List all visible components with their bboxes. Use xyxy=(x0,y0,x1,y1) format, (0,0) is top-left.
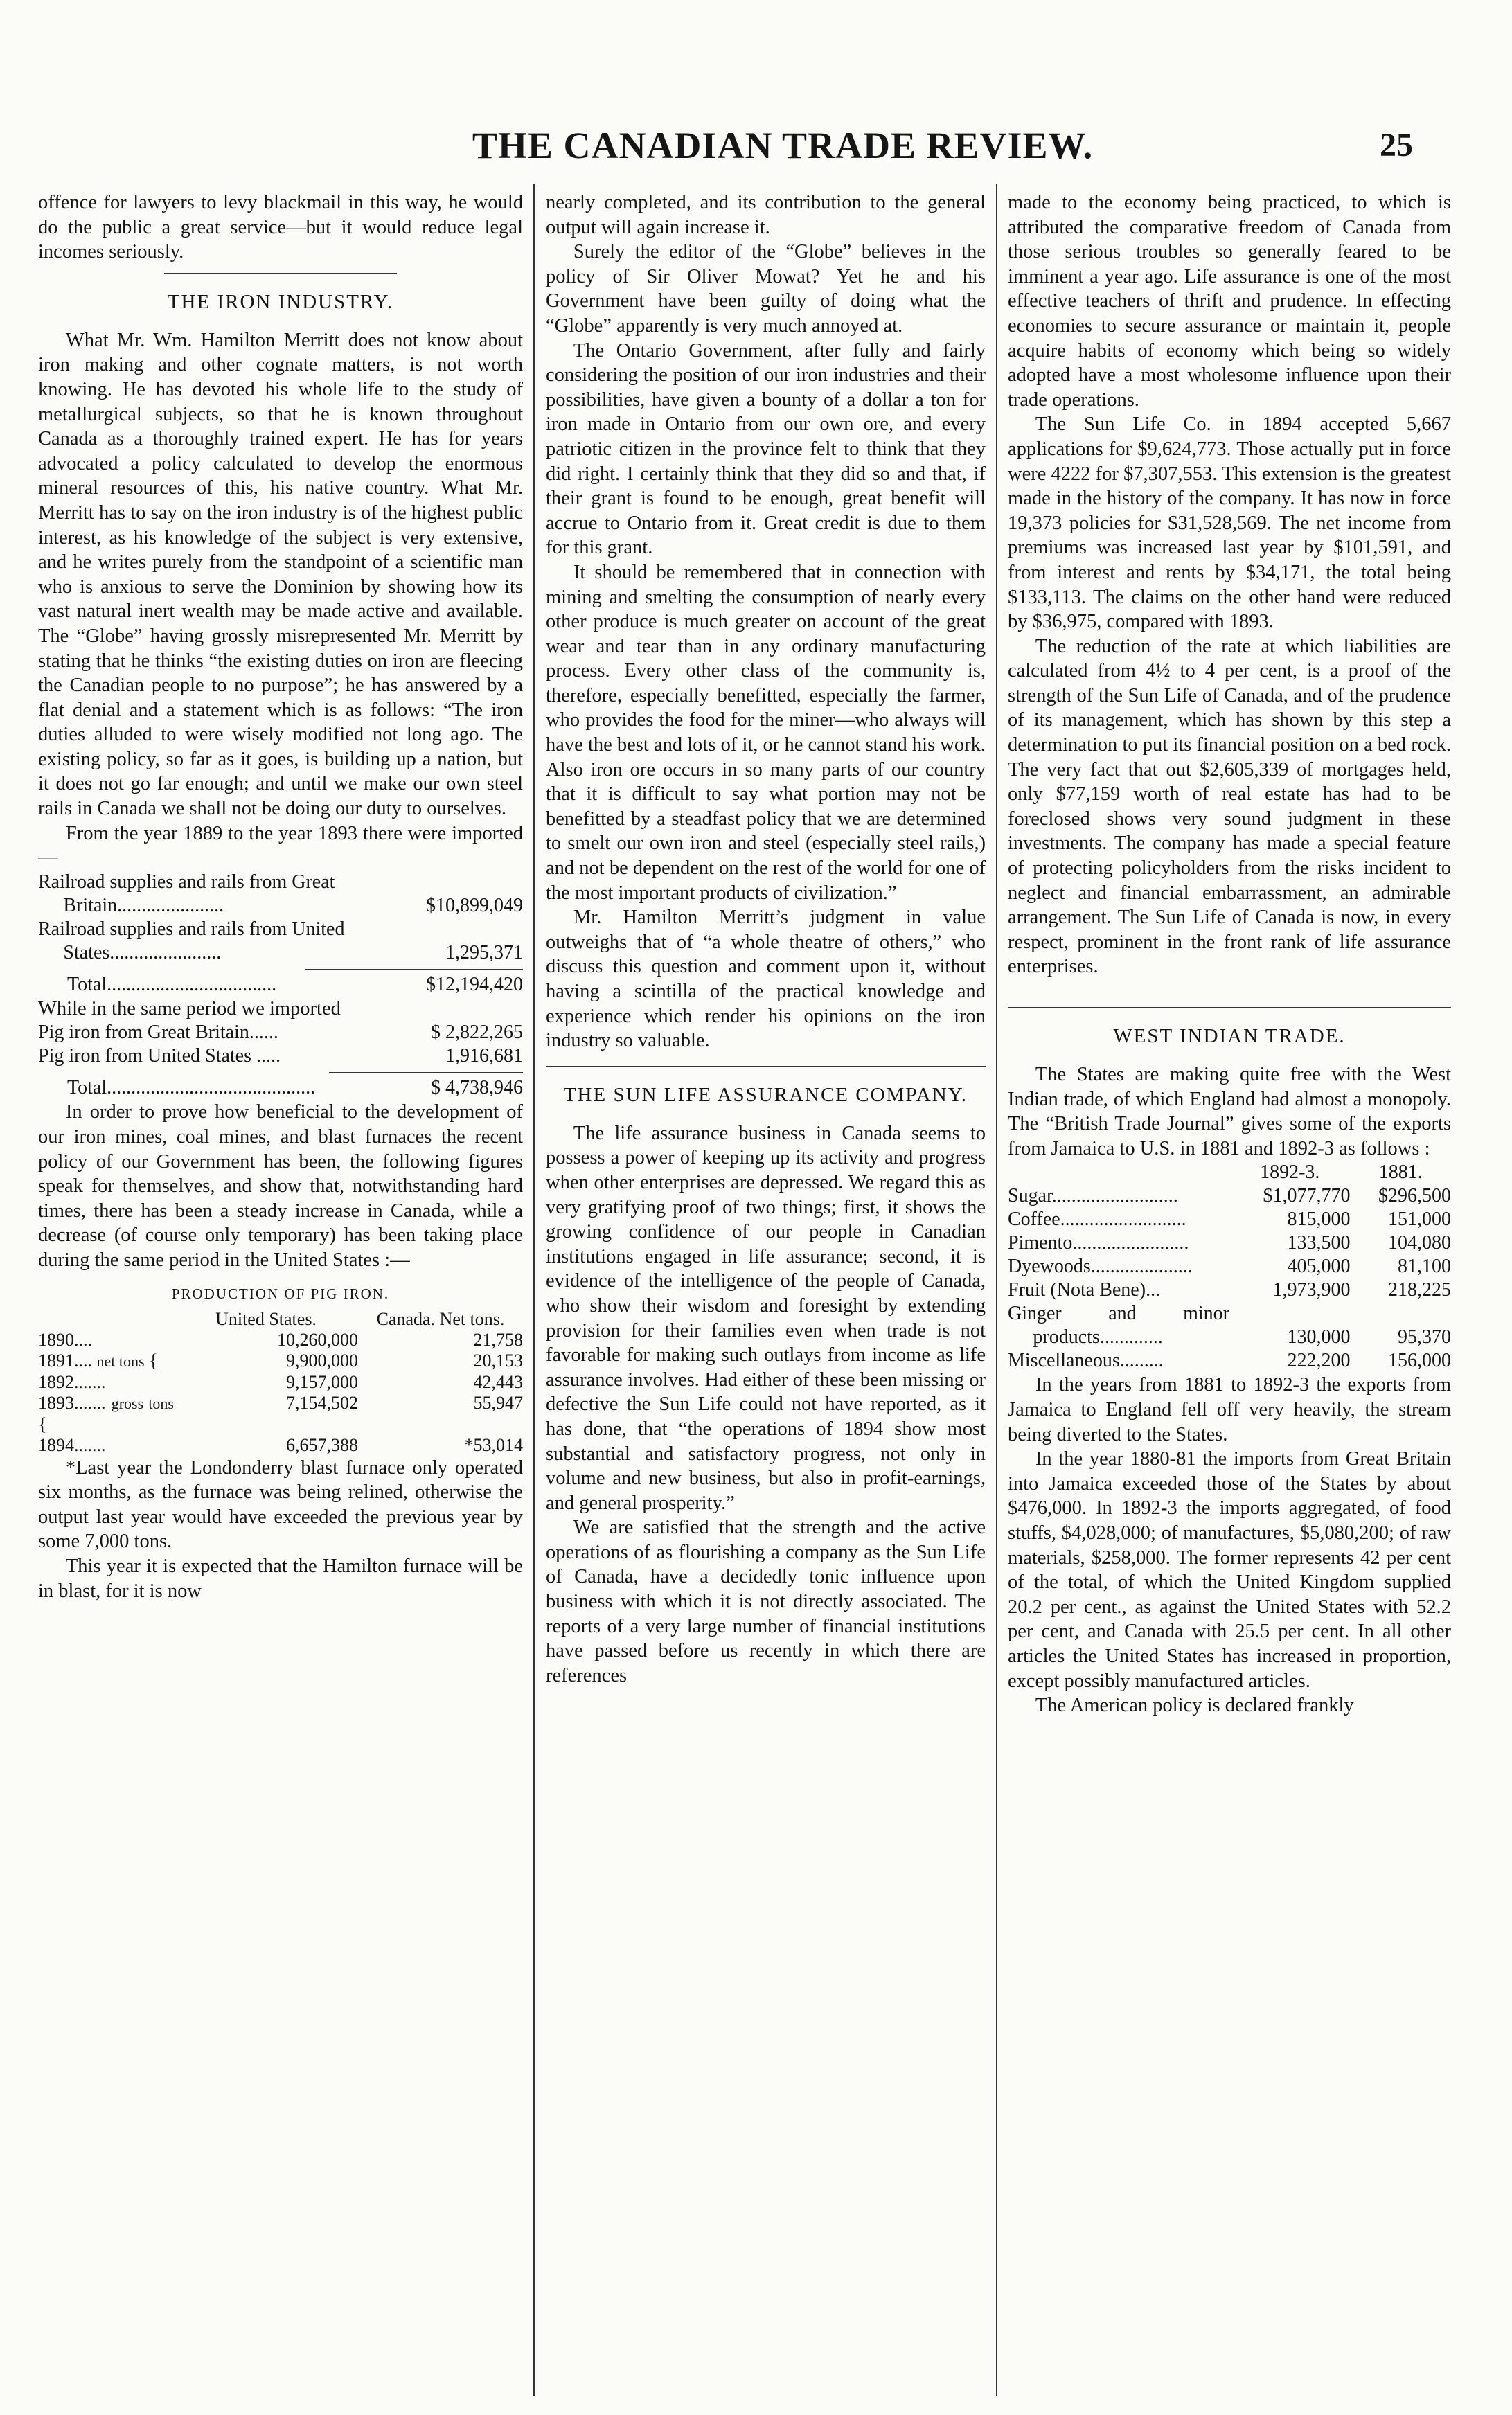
pig-iron-ledger xyxy=(38,1021,523,1100)
exports-row xyxy=(1008,1302,1451,1349)
iron-paragraph-1: What Mr. Wm. Hamilton Merritt does not know about iron making and other cognate matters, is not worth knowing. He has devoted his whole life to the study of metallurgical subjects, so that he is known throughout Canada as a thoroughly trained expert. He has for years advocated a policy calculated to develop the enormous mineral resources of this, his native country. What Mr. Merritt has to say on the iron industry is of the highest public interest, as his knowledge of the subject is very extensive, and he writes purely from the standpoint of a scientific man who is anxious to serve the Dominion by showing how its vast natural inert wealth may be made active and available. The “Globe” having grossly misrepresented Mr. Merritt by stating that he thinks “the existing duties on iron are fleecing the Canadian people to no purpose”; he has answered by a flat denial and a statement which is as follows: “The iron duties alluded to were wisely modified not long ago. The existing policy, so far as it goes, is building up a nation, but it does not go far enough; and until we make our own steel rails in Canada we shall not be doing our duty to ourselves. xyxy=(38,329,523,820)
ledger-value: $10,899,049 xyxy=(426,894,523,916)
production-footnote: *Last year the Londonderry blast furnace only operated six months, as the furnace was being relined, otherwise the output last year would have exceeded the previous year by some 7,000 tons. xyxy=(38,1456,523,1553)
production-row: 1891.... net tons { 9,900,000 20,153 xyxy=(38,1350,523,1371)
iron-paragraph-2: From the year 1889 to the year 1893 there were imported— xyxy=(38,822,523,869)
export-value-1892-3: 405,000 xyxy=(1287,1256,1351,1278)
production-year: 1891.... xyxy=(38,1350,92,1371)
ledger-value: $ 4,738,946 xyxy=(431,1077,523,1099)
production-year: 1893....... xyxy=(38,1392,106,1413)
production-canada: 21,758 xyxy=(473,1329,523,1350)
west-indian-paragraph-2: In the years from 1881 to 1892-3 the exports from Jamaica to England fell off very heavily, the stream being diverted to the States. xyxy=(1008,1374,1451,1445)
exports-head-row xyxy=(1008,1161,1451,1184)
export-value-1881: 156,000 xyxy=(1388,1350,1451,1372)
export-item: Miscellaneous......... xyxy=(1008,1350,1164,1372)
exports-row xyxy=(1008,1349,1451,1373)
exports-row xyxy=(1008,1231,1451,1255)
page-number: 25 xyxy=(1380,127,1413,163)
col3-paragraph-3: The reduction of the rate at which liabilities are calculated from 4½ to 4 per cent, is a proof of the strength of the Sun Life of Canada, and of the prudence of its management, which has shown by this step a determination to put its financial position on a bed rock. The very fact that out $2,605,339 of mortgages held, only $77,159 worth of real estate has had to be foreclosed shows very sound judgment in these investments. The company has made a special feature of protecting policyholders from the risks incident to neglect and financial embarrassment, an admirable arrangement. The Sun Life of Canada is now, in every respect, prominent in the front rank of life assurance enterprises. xyxy=(1008,635,1451,978)
export-value-1892-3: 133,500 xyxy=(1287,1232,1351,1254)
production-canada: 20,153 xyxy=(473,1350,523,1371)
export-item: Dyewoods..................... xyxy=(1008,1256,1193,1278)
production-us: 9,157,000 xyxy=(286,1371,358,1392)
ledger-row xyxy=(38,1021,523,1044)
export-value-1881: $296,500 xyxy=(1378,1185,1451,1207)
production-canada: 55,947 xyxy=(473,1392,523,1413)
col2-paragraph-5: Mr. Hamilton Merritt’s judgment in value outweighs that of “a whole theatre of others,” who discuss this question and comment upon it, without having a scintilla of the practical knowledge and experience which render his opinions on the iron industry so valuable. xyxy=(546,907,986,1052)
export-item: Fruit (Nota Bene)... xyxy=(1008,1279,1161,1301)
col-head-1881: 1881. xyxy=(1378,1161,1423,1184)
col-head-canada: Canada. Net tons. xyxy=(376,1308,505,1329)
exports-row xyxy=(1008,1208,1451,1231)
heading-west-indian-trade: WEST INDIAN TRADE. xyxy=(1113,1025,1346,1047)
col3-paragraph-1: made to the economy being practiced, to which is attributed the comparative freedom of Canada from those serious troubles so generally feared to be imminent a year ago. Life assurance is one of the most effective teachers of thrift and prudence. In effecting economies to secure assurance or maintain it, people acquire habits of economy which being so widely adopted have a most wholesome influence upon their trade operations. xyxy=(1008,192,1451,411)
ledger-label: Pig iron from United States ..... xyxy=(38,1045,281,1067)
column-rule-1 xyxy=(533,184,535,2396)
ledger-value: 1,295,371 xyxy=(445,941,523,963)
col1-intro-paragraph: offence for lawyers to levy blackmail in this way, he would do the public a great service—but it would reduce legal incomes seriously. xyxy=(38,192,523,263)
page-header xyxy=(139,121,1427,177)
production-us: 7,154,502 xyxy=(286,1392,358,1413)
ledger-label: Pig iron from Great Britain...... xyxy=(38,1022,278,1044)
column-rule-2 xyxy=(996,184,997,2396)
jamaica-exports-table xyxy=(1008,1161,1451,1373)
unit-gross-tons: gross tons xyxy=(111,1394,174,1412)
section-divider xyxy=(164,273,397,274)
export-value-1892-3: 222,200 xyxy=(1287,1350,1351,1372)
ledger-label: Total........................................... xyxy=(67,1077,316,1099)
column-2 xyxy=(546,190,986,2400)
imports-ledger xyxy=(38,871,523,997)
iron-paragraph-3: While in the same period we imported xyxy=(38,997,341,1019)
export-value-1892-3: $1,077,770 xyxy=(1263,1185,1351,1207)
export-item: Pimento........................ xyxy=(1008,1232,1189,1254)
col-head-1892-3: 1892-3. xyxy=(1260,1161,1320,1184)
export-value-1892-3: 1,973,900 xyxy=(1272,1279,1351,1301)
export-item: Coffee.......................... xyxy=(1008,1209,1186,1231)
unit-net-tons: net tons xyxy=(96,1352,145,1370)
ledger-row xyxy=(38,918,523,965)
col3-paragraph-2: The Sun Life Co. in 1894 accepted 5,667 applications for $9,624,773. Those actually put in force were 4222 for $7,307,553. This extension is the greatest made in the history of the company. It has now in force 19,373 policies for $31,528,569. The net income from premiums was increased last year by $101,591, and from interest and rents by $34,171, the total being $133,113. The claims on the other hand were reduced by $36,975, compared with 1893. xyxy=(1008,413,1451,633)
col2-paragraph-3: The Ontario Government, after fully and fairly considering the position of our iron industries and their possibilities, have given a bounty of a dollar a ton for iron made in Ontario from our own ore, and every patriotic citizen in the province felt to think that they did right. I certainly think that they did so and that, if their grant is found to be enough, great benefit will accrue to Ontario from it. Great credit is due to them for this grant. xyxy=(546,339,986,559)
ledger-row xyxy=(38,871,523,918)
exports-row xyxy=(1008,1184,1451,1208)
ledger-row xyxy=(38,1044,523,1068)
ledger-total-row xyxy=(38,973,523,997)
iron-paragraph-6: This year it is expected that the Hamilton furnace will be in blast, for it is now xyxy=(38,1555,523,1602)
section-divider xyxy=(546,1066,986,1067)
production-head-row xyxy=(38,1309,523,1330)
sum-rule xyxy=(305,969,523,970)
ledger-total-row xyxy=(38,1076,523,1100)
col2-paragraph-4: It should be remembered that in connection with mining and smelting the consumption of nearly every other produce is much greater on account of the great wear and tear than in any ordinary manufacturing process. Every other class of the community is, therefore, especially benefitted, especially the farmer, who provides the food for the miner—who always will have the best and lots of it, or he cannot stand his work. Also iron ore occurs in so many parts of our country that it is difficult to say what portion may not be benefitted by a steadfast policy that we are determined to smelt our own iron and steel (especially steel rails,) and not be dependent on the rest of the world for one of the most important products of civilization.” xyxy=(546,561,986,904)
production-row: 1893....... gross tons { 7,154,502 55,947 xyxy=(38,1392,523,1434)
ledger-value: $ 2,822,265 xyxy=(431,1022,523,1044)
heading-iron-industry: THE IRON INDUSTRY. xyxy=(167,290,394,313)
ledger-value: $12,194,420 xyxy=(426,973,523,995)
export-value-1881: 218,225 xyxy=(1388,1279,1451,1301)
production-year: 1894....... xyxy=(38,1434,106,1455)
export-item: Sugar.......................... xyxy=(1008,1185,1178,1207)
export-value-1881: 151,000 xyxy=(1388,1209,1451,1231)
west-indian-paragraph-1: The States are making quite free with the West Indian trade, of which England had almost a monopoly. The “British Trade Journal” gives some of the exports from Jamaica to U.S. in 1881 and 1892-3 as follows : xyxy=(1008,1064,1451,1159)
iron-paragraph-4: In order to prove how beneficial to the development of our iron mines, coal mines, and blast furnaces the recent policy of our Government has been, the following figures speak for themselves, and show that, notwithstanding hard times, there has been a steady increase in Canada, while a decrease (of course only temporary) has been taking place during the same period in the United States :— xyxy=(38,1101,523,1271)
col-head-united-states: United States. xyxy=(215,1308,317,1329)
production-row xyxy=(38,1330,523,1351)
pig-iron-production-table xyxy=(38,1309,523,1456)
production-canada: 42,443 xyxy=(473,1371,523,1392)
sun-life-paragraph-1: The life assurance business in Canada seems to possess a power of keeping up its activity and progress when other enterprises are depressed. We regard this as very gratifying proof of two things; first, it shows the growing confidence of our people in Canadian institutions engaged in life assurance; second, it is evidence of the intelligence of the people of Canada, who show their wisdom and foresight by extending provision for their families even when trade is not favorable for making such outlays from income as life assurance involves. Had either of these been missing or defective the Sun Life could not have reported, as it has done, that “the operations of 1894 show most substantial and satisfactory progress, not only in volume and new business, but also in profit-earnings, and general prosperity.” xyxy=(546,1122,986,1514)
section-divider xyxy=(1008,1007,1451,1008)
column-1 xyxy=(38,190,523,2400)
production-canada: *53,014 xyxy=(464,1434,523,1455)
export-value-1881: 95,370 xyxy=(1398,1326,1451,1348)
col2-paragraph-2: Surely the editor of the “Globe” believes in the policy of Sir Oliver Mowat? Yet he and his Government have been guilty of doing what the “Globe” apparently is very much annoyed at. xyxy=(546,241,986,337)
export-item: Ginger and minor products............. xyxy=(1008,1303,1229,1348)
production-row xyxy=(38,1372,523,1393)
col2-paragraph-1: nearly completed, and its contribution to the general output will again increase it. xyxy=(546,192,986,238)
heading-sun-life: THE SUN LIFE ASSURANCE COMPANY. xyxy=(563,1083,968,1106)
masthead-title: THE CANADIAN TRADE REVIEW. xyxy=(472,125,1094,166)
export-value-1892-3: 130,000 xyxy=(1287,1326,1351,1348)
ledger-label: Total................................... xyxy=(67,973,277,995)
sun-life-paragraph-2: We are satisfied that the strength and the active operations of as flourishing a company as the Sun Life of Canada, have a decidedly tonic influence upon business with which it is not directly associated. The reports of a very large number of financial institutions have passed before us recently in which there are references xyxy=(546,1517,986,1686)
ledger-label: Railroad supplies and rails from Great Britain...................... xyxy=(38,871,335,916)
ledger-value: 1,916,681 xyxy=(445,1045,523,1067)
production-table-title: PRODUCTION OF PIG IRON. xyxy=(171,1285,390,1302)
west-indian-paragraph-4: The American policy is declared frankly xyxy=(1035,1695,1354,1717)
production-year: 1892....... xyxy=(38,1371,106,1392)
production-us: 6,657,388 xyxy=(286,1434,358,1455)
exports-row xyxy=(1008,1278,1451,1302)
west-indian-paragraph-3: In the year 1880-81 the imports from Great Britain into Jamaica exceeded those of the States by about $476,000. In 1892-3 the imports aggregated, of food stuffs, $4,028,000; of manufactures, $5,080,200; of raw materials, $258,000. The former represents 42 per cent of the total, of which the United Kingdom supplied 20.2 per cent., as against the United States with 52.2 per cent, and Canada with 25.5 per cent. In all other articles the United States has increased in proportion, except possibly manufactured articles. xyxy=(1008,1448,1451,1692)
export-value-1892-3: 815,000 xyxy=(1287,1209,1351,1231)
exports-row xyxy=(1008,1255,1451,1278)
export-value-1881: 81,100 xyxy=(1398,1256,1451,1278)
ledger-label: Railroad supplies and rails from United States....................... xyxy=(38,918,345,963)
production-us: 10,260,000 xyxy=(277,1329,358,1350)
sum-rule xyxy=(329,1072,523,1073)
export-value-1881: 104,080 xyxy=(1388,1232,1451,1254)
production-year: 1890.... xyxy=(38,1329,92,1350)
production-us: 9,900,000 xyxy=(286,1350,358,1371)
production-row xyxy=(38,1435,523,1456)
column-3 xyxy=(1008,190,1451,2400)
